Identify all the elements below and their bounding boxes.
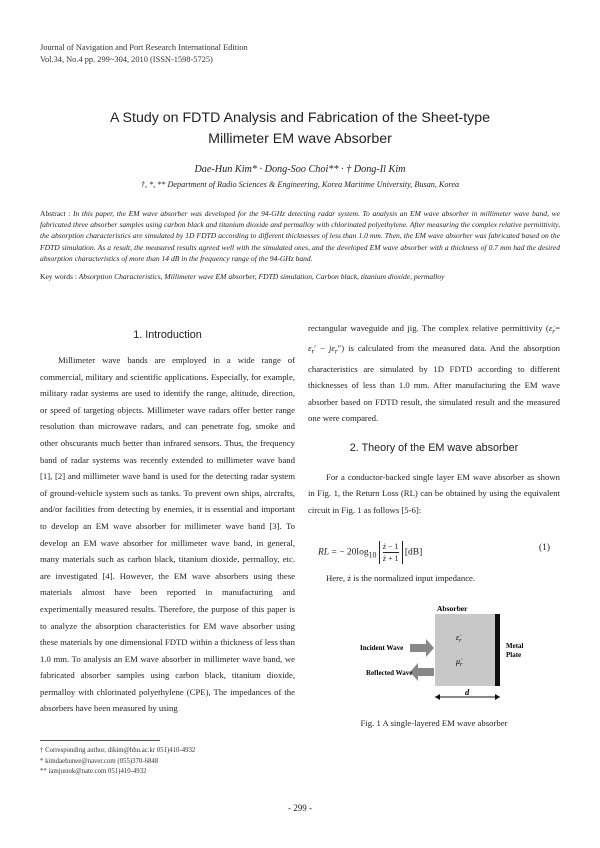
intro-paragraph-continued xyxy=(308,320,560,427)
footnote-author-2: ** iamjustok@nate.com 051)410-4932 xyxy=(40,768,147,775)
intro-paragraph: Millimeter wave bands are employed in a wide range of commercial, military and scientific applications. Especially, for example, military radar systems are used to identify the range, altitude, direction, or speed of targeting objects. Millimeter wave radars offer better range resolution than microwave radars, and can penetrate fog, smoke and other obscurants much better than infrared sensors. Thus, the frequency band of radar systems was recently extended to millimeter wave band [1], [2] and millimeter wave band is used for the detecting radar system of ground-vehicle system such as tanks. To prevent own ships, aircrafts, and/or facilities from detecting by enemies, it is essential and important to develop an EM wave absorber for millimeter wave band [3]. To develop an EM wave absorber for millimeter wave band, in general, many materials such as carbon black, titanium dioxide, permalloy, etc. are investigated [4]. However, the EM wave absorbers using these materials almost have been reported in manufacturing and experimentally measured results. Therefore, the purpose of this paper is to analyze the absorption characteristics for EM wave absorber using these materials by one dimensional FDTD within a thickness of less than 1.0 mm. To analysis an EM wave absorber in millimeter wave band, we fabricated absorber samples using carbon black, titanium dioxide, permalloy with chlorinated polyethylene (CPE), The impedances of the absorbers have been measured by using xyxy=(40,355,295,714)
incident-label: Incident Wave xyxy=(360,644,404,652)
keywords-text: Absorption Characteristics, Millimeter wave EM absorber, FDTD simulation, Carbon black, titanium dioxide, permalloy xyxy=(78,272,445,281)
figure-caption: Fig. 1 A single-layered EM wave absorber xyxy=(360,718,508,728)
reflected-label: Reflected Wave xyxy=(366,669,413,677)
journal-name: Journal of Navigation and Port Research International Edition xyxy=(40,43,248,52)
equation-number: (1) xyxy=(538,543,550,553)
intro-heading: 1. Introduction xyxy=(133,329,202,341)
journal-volume: Vol.34, No.4 pp. 299~304, 2010 (ISSN-1598-5725) xyxy=(40,55,213,64)
right-column xyxy=(308,320,560,518)
keywords xyxy=(40,271,560,282)
permittivity-formula: $(\varepsiloṅ_r= \varepsilon_r' - j\varepsilon_r'')$ xyxy=(308,323,560,357)
intro-cont-b: permittivity xyxy=(501,323,543,333)
intro-cont-c: is calculated from the measured data. And the absorption characteristics are simulated by 1D FDTD according to different thicknesses of less than 1.0 mm. After manufacturing the EM wave absorber based on FDTD result, the simulated result and the measured one were compared. xyxy=(308,343,561,424)
figure-1-diagram xyxy=(350,600,530,710)
paper-title xyxy=(60,108,540,150)
abstract xyxy=(40,208,560,264)
theory-paragraph: For a conductor-backed single layer EM wave absorber as shown in Fig. 1, the Return Loss (RL) can be obtained by using the equivalent circuit in Fig. 1 as follows [5-6]: xyxy=(308,471,560,515)
metal-plate xyxy=(495,614,500,686)
thickness-label: d xyxy=(465,687,470,697)
affiliation: †, *, ** Department of Radio Sciences & Engineering, Korea Maritime University, Busan, Korea xyxy=(140,180,460,189)
footnotes xyxy=(40,746,295,778)
footnote-corresponding: † Corresponding author, dikim@hhu.ac.kr 051)410-4932 xyxy=(40,747,196,754)
plate-label: Plate xyxy=(506,651,522,659)
absorber-layer xyxy=(435,614,495,686)
title-line-2: Millimeter EM wave Absorber xyxy=(208,131,392,147)
authors: Dae-Hun Kim* · Dong-Soo Choi** · † Dong-Il Kim xyxy=(194,164,406,175)
keywords-label: Key words : xyxy=(40,272,77,281)
equation-unit: [dB] xyxy=(404,547,423,558)
metal-label: Metal xyxy=(506,642,524,650)
equation-body: RL = − $20\log_{10}$ $\frac{ż - 1}{ż + 1}$ [dB] xyxy=(318,542,423,563)
mu-symbol: $\mu̇_r$ xyxy=(456,657,463,668)
absorber-label: Absorber xyxy=(437,604,468,613)
abstract-label: Abstract : xyxy=(40,209,71,218)
epsilon-symbol: $\varepsiloṅ_r$ xyxy=(456,633,462,644)
reflected-arrow xyxy=(410,663,434,681)
abstract-text: In this paper, the EM wave absorber was developed for the 94-GHz detecting radar system. To analysis an EM wave absorber in millimeter wave band, we fabricated three absorber samples using carbon black and titanium dioxide and permalloy with chlorinated polyethylene. After measuring the complex relative permittivity, the absorption characteristics are simulated by 1D FDTD according to different thicknesses of less than 1.0 mm. Then, the EM wave absorber was fabricated based on the FDTD simulation. As a result, the measured results agreed well with the simulated ones, and the developed EM wave absorber with a thickness of 0.7 mm had the desired absorption characteristics of more than 14 dB in the frequency range of the 94-GHz band. xyxy=(40,209,560,263)
footnote-author-1: * kimdaehunee@naver.com (055)370-6848 xyxy=(40,757,159,765)
equation-1 xyxy=(308,533,560,563)
incident-arrow xyxy=(410,639,434,657)
impedance-note: Here, ż is the normalized input impedance. xyxy=(326,573,476,583)
theory-heading: 2. Theory of the EM wave absorber xyxy=(349,442,519,455)
left-column xyxy=(40,352,295,717)
title-line-1: A Study on FDTD Analysis and Fabrication of the Sheet-type xyxy=(109,110,491,126)
intro-cont-a: rectangular waveguide and jig. The complex relative xyxy=(308,323,499,333)
footnote-divider xyxy=(40,740,160,741)
page-number: - 299 - xyxy=(288,803,312,813)
journal-header xyxy=(40,42,248,66)
